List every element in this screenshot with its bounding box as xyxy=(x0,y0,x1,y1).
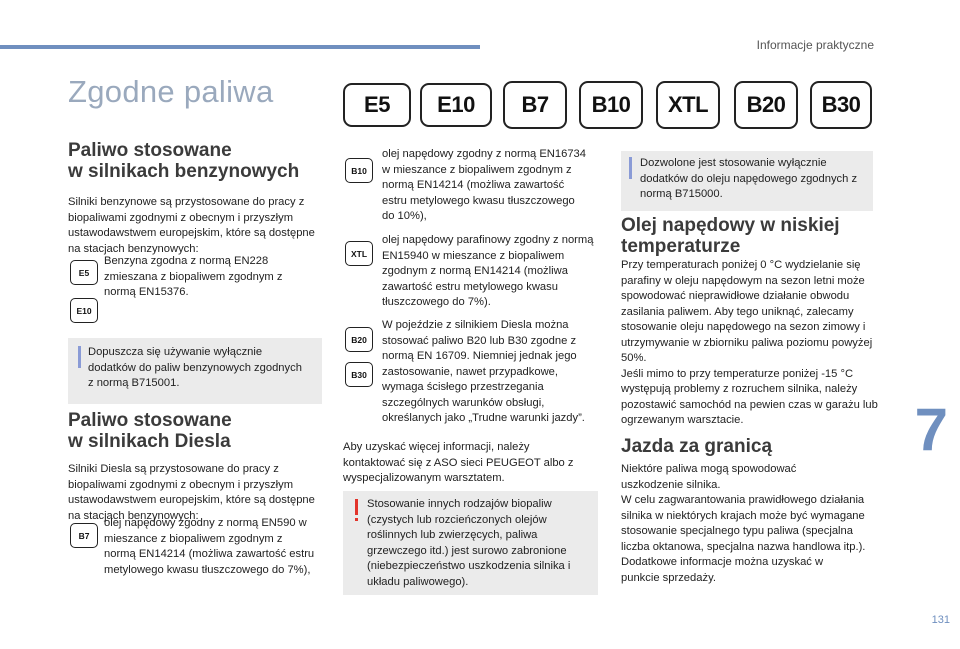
b20-b30-description: W pojeździe z silnikiem Diesla można stosować paliwo B20 lub B30 zgodne z normą EN 16709. Niemniej jednak jego zastosowanie, nawet przypadkowe, wymaga ścisłego przestrzegania szczególnych warunków obsługi, określanych jako „Trudne warunki jazdy”. xyxy=(382,319,585,424)
cold-heading-line1: Olej napędowy w niskiej xyxy=(621,215,840,236)
page-number: 131 xyxy=(931,614,950,626)
fuel-badge-row xyxy=(343,81,868,129)
warning-icon-dot xyxy=(355,518,358,521)
b10-badge: B10 xyxy=(345,158,373,183)
fuel-badge-e10: E10 xyxy=(420,83,492,127)
abroad-text-2: W celu zagwarantowania prawidłowego działania silnika w niektórych krajach może być wymagane stosowanie specjalnego typu paliwa (specjalna liczba oktanowa, specjalna nazwa handlowa itp.). xyxy=(621,494,866,553)
cold-diesel-heading xyxy=(621,215,879,257)
diesel-heading xyxy=(68,410,326,452)
diesel-heading-line1: Paliwo stosowane xyxy=(68,410,232,431)
xtl-description: olej napędowy parafinowy zgodny z normą EN15940 w mieszance z biopaliwem zgodnym z normą EN14214 (możliwa zawartość estru metylowego kwasu tłuszczowego do 7%). xyxy=(382,234,594,308)
b7-badge: B7 xyxy=(70,523,98,548)
diesel-notice-text: Dozwolone jest stosowanie wyłącznie dodatków do oleju napędowego zgodnych z normą B715000. xyxy=(640,157,858,200)
section-title: Informacje praktyczne xyxy=(756,38,874,52)
cold-diesel-text-2: Jeśli mimo to przy temperaturze poniżej -15 °C występują problemy z rozruchem silnika, należy pozostawić samochód na pewien czas w garażu lub ogrzewanym warsztacie. xyxy=(621,367,878,426)
e10-badge: E10 xyxy=(70,298,98,323)
fuel-badge-b7: B7 xyxy=(503,81,567,129)
abroad-text-1: Niektóre paliwa mogą spowodować uszkodzenie silnika. xyxy=(621,463,797,491)
e5-badge: E5 xyxy=(70,260,98,285)
info-marker-icon-2 xyxy=(629,157,632,179)
cold-diesel-text: Przy temperaturach poniżej 0 °C wydzielanie się parafiny w oleju napędowym na sezon letni może spowodować nieprawidłowe działanie obwodu zasilania paliwem. Aby tego uniknąć, zalecamy stosowanie oleju napędowego na sezon zimowy i utrzymywanie w zbiorniku paliwa poziomu powyżej 50%. xyxy=(621,259,873,364)
petrol-heading-line1: Paliwo stosowane xyxy=(68,140,232,161)
biofuel-warning xyxy=(343,491,598,595)
header-accent-bar xyxy=(0,45,480,49)
abroad-text-3: Dodatkowe informacje można uzyskać w punkcie sprzedaży. xyxy=(621,556,824,584)
xtl-badge: XTL xyxy=(345,241,373,266)
diesel-additives-notice xyxy=(621,151,873,211)
abroad-heading: Jazda za granicą xyxy=(621,436,773,457)
petrol-notice-text: Dopuszcza się używanie wyłącznie dodatków do paliw benzynowych zgodnych z normą B715001. xyxy=(88,346,302,389)
warning-text: Stosowanie innych rodzajów biopaliw (czystych lub rozcieńczonych olejów roślinnych lub zwierzęcych, paliwa grzewczego itd.) jest surowo zabronione (niebezpieczeństwo uszkodzenia silnika i układu paliwowego). xyxy=(367,498,571,588)
b7-description: olej napędowy zgodny z normą EN590 w mieszance z biopaliwem zgodnym z normą EN14214 (możliwa zawartość estru metylowego kwasu tłuszczowego do 7%), xyxy=(104,517,315,576)
petrol-section xyxy=(68,140,326,257)
petrol-intro: Silniki benzynowe są przystosowane do pracy z biopaliwami zgodnymi z obecnym i przyszłym ustawodawstwem europejskim, które są dostępne na stacjach benzynowych: xyxy=(68,196,315,255)
b30-badge: B30 xyxy=(345,362,373,387)
petrol-fuel-description: Benzyna zgodna z normą EN228 zmieszana z biopaliwem zgodnym z normą EN15376. xyxy=(104,255,283,298)
more-info-text: Aby uzyskać więcej informacji, należy kontaktować się z ASO sieci PEUGEOT albo z wyspecjalizowanym warsztatem. xyxy=(343,441,574,484)
petrol-additives-notice xyxy=(68,338,322,404)
warning-icon xyxy=(355,499,358,515)
b20-badge: B20 xyxy=(345,327,373,352)
chapter-number: 7 xyxy=(914,396,948,463)
fuel-badge-xtl: XTL xyxy=(656,81,720,129)
fuel-badge-b10: B10 xyxy=(579,81,643,129)
diesel-heading-line2: w silnikach Diesla xyxy=(68,431,231,452)
fuel-badge-b20: B20 xyxy=(734,81,798,129)
cold-diesel-section xyxy=(621,215,879,429)
petrol-heading xyxy=(68,140,326,182)
cold-heading-line2: temperaturze xyxy=(621,236,741,257)
b10-description: olej napędowy zgodny z normą EN16734 w mieszance z biopaliwem zgodnym z normą EN14214 (możliwa zawartość estru metylowego kwasu tłuszczowego do 10%), xyxy=(382,148,586,222)
diesel-section xyxy=(68,410,326,524)
fuel-badge-e5: E5 xyxy=(343,83,411,127)
diesel-intro: Silniki Diesla są przystosowane do pracy z biopaliwami zgodnymi z obecnym i przyszłym ustawodawstwem europejskim, które są dostępne na stacjach benzynowych: xyxy=(68,463,315,522)
page-title: Zgodne paliwa xyxy=(68,74,274,109)
info-marker-icon xyxy=(78,346,81,368)
petrol-heading-line2: w silnikach benzynowych xyxy=(68,161,300,182)
fuel-badge-b30: B30 xyxy=(810,81,872,129)
abroad-section xyxy=(621,436,883,586)
